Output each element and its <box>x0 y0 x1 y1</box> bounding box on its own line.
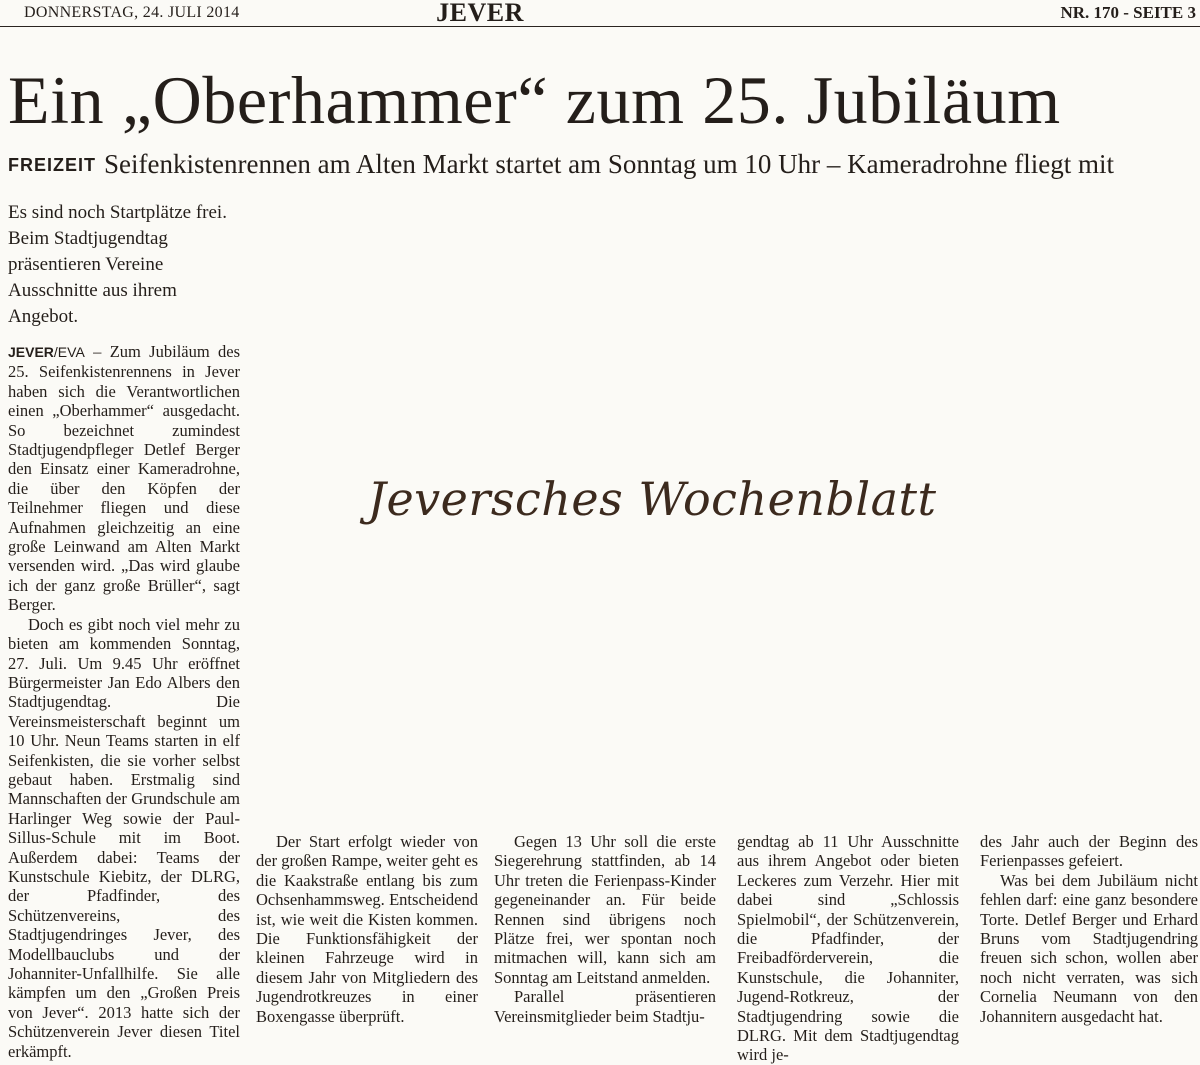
paragraph: Gegen 13 Uhr soll die erste Siegerehrung stattfinden, ab 14 Uhr treten die Ferienpass-Kinder gegeneinander an. Für beide Rennen sind übrigens noch Plätze frei, wer spontan noch mitmachen will, kann sich am Sonntag am Leitstand anmelden. <box>494 832 716 987</box>
paragraph: JEVER/EVA – Zum Jubiläum des 25. Seifenkistenrennens in Jever haben sich die Verantwortlichen einen „Oberhammer“ ausgedacht. So bezeichnet zumindest Stadtjugendpfleger Detlef Berger den Einsatz einer Kameradrohne, die über den Köpfen der Teilnehmer fliegen und diese Aufnahmen gleichzeitig an eine große Leinwand am Alten Markt versenden wird. „Das wird glaube ich der ganz große Brüller“, sagt Berger. <box>8 342 240 615</box>
paragraph: Der Start erfolgt wieder von der großen Rampe, weiter geht es die Kaakstraße entlang bis zum Ochsenhammsweg. Entscheidend ist, wie weit die Kisten kommen. Die Funktionsfähigkeit der kleinen Fahrzeuge wird in diesem Jahr von Mitgliedern des Jugendrotkreuzes in einer Boxengasse überprüft. <box>256 832 478 1026</box>
dateline: JEVER/EVA <box>8 344 85 360</box>
column-2 <box>256 832 478 1028</box>
column-3 <box>494 832 716 1028</box>
issue-date: DONNERSTAG, 24. JULI 2014 <box>24 4 240 21</box>
column-1 <box>8 342 240 1061</box>
publication-logo: Jeversches Wochenblatt <box>367 472 937 526</box>
kicker: FREIZEIT <box>8 155 96 175</box>
image-placeholder <box>262 210 1198 820</box>
section-title: JEVER <box>436 0 524 27</box>
subheadline: Seifenkistenrennen am Alten Markt startet am Sonntag um 10 Uhr – Kameradrohne fliegt mit <box>104 149 1114 179</box>
paragraph: des Jahr auch der Beginn des Ferienpasses gefeiert. <box>980 832 1198 871</box>
paragraph: Doch es gibt noch viel mehr zu bieten am kommenden Sonntag, 27. Juli. Um 9.45 Uhr eröffnet Bürgermeister Jan Edo Albers den Stadtjugendtag. Die Vereinsmeisterschaft beginnt um 10 Uhr. Neun Teams starten in elf Seifenkisten, die sie vorher selbst gebaut haben. Erstmalig sind Mannschaften der Grundschule am Harlinger Weg sowie der Paul-Sillus-Schule mit im Boot. Außerdem dabei: Teams der Kunstschule Kiebitz, der DLRG, der Pfadfinder, des Schützenvereins, des Stadtjugendringes Jever, des Modellbauclubs und der Johanniter-Unfallhilfe. Sie alle kämpfen um den „Großen Preis von Jever“. 2013 hatte sich der Schützenverein Jever diesen Titel erkämpft. <box>8 614 240 1061</box>
column-4 <box>737 832 959 1065</box>
issue-page-number: NR. 170 - SEITE 3 <box>1060 3 1196 22</box>
paragraph: gendtag ab 11 Uhr Ausschnitte aus ihrem Angebot oder bieten Leckeres zum Verzehr. Hier mit dabei sind „Schlossis Spielmobil“, der Schützenverein, die Pfadfinder, der Freibadförderverein, die Kunstschule, die Johanniter, Jugend-Rotkreuz, der Stadtjugendring sowie die DLRG. Mit dem Stadtjugendtag wird je- <box>737 832 959 1065</box>
column-5 <box>980 832 1198 1028</box>
paragraph: Was bei dem Jubiläum nicht fehlen darf: eine ganz besondere Torte. Detlef Berger und Erhard Bruns vom Stadtjugendring freuen sich schon, wollen aber noch nicht verraten, was sich Cornelia Neumann von den Johannitern ausgedacht hat. <box>980 870 1198 1026</box>
intro-text: Es sind noch Startplätze frei. Beim Stadtjugendtag präsentieren Vereine Ausschnitte aus ihrem Angebot. <box>8 202 227 327</box>
paragraph: Parallel präsentieren Vereinsmitglieder beim Stadtju- <box>494 987 716 1026</box>
headline: Ein „Oberhammer“ zum 25. Jubiläum <box>8 62 1061 138</box>
page-header <box>0 0 1200 27</box>
subheadline-row <box>8 147 1114 184</box>
